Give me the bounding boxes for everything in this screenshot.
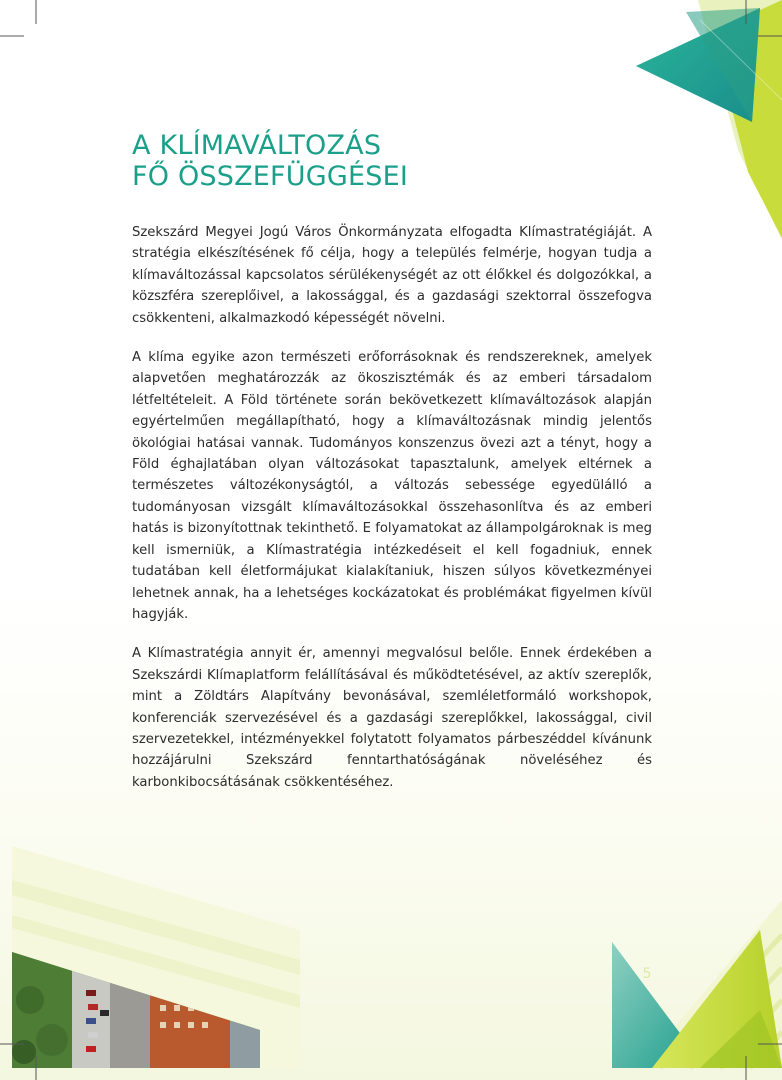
page-title bbox=[132, 130, 408, 192]
page-title-line-2: FŐ ÖSSZEFÜGGÉSEI bbox=[132, 161, 409, 192]
body-text bbox=[132, 222, 652, 811]
page-title-line-1: A KLÍMAVÁLTOZÁS bbox=[132, 130, 382, 161]
page-number: 5 bbox=[642, 966, 652, 982]
paragraph-2: A klíma egyike azon természeti erőforrásoknak és rendszereknek, amelyek alapvetően meghatározzák az ökoszisztémák és az emberi társadalom létfeltételeit. A Föld története során bekövetkezett klímaváltozások alapján egyértelműen megállapítható, hogy a klímaváltozásnak mindig jelentős ökológiai hatásai vannak. Tudományos konszenzus övezi azt a tényt, hogy a Föld éghajlatában olyan változásokat tapasztalunk, amelyek eltérnek a természetes változékonyságtól, a változás sebessége egyedülálló a tudományosan vizsgált klímaváltozásokkal összehasonlítva és az emberi hatás is bizonyítottnak tekinthető. E folyamatokat az állampolgároknak is meg kell ismerniük, a Klímastratégia intézkedéseit el kell fogadniuk, ennek tudatában kell életformájukat kialakítaniuk, hiszen súlyos következményei lehetnek annak, ha a lehetséges kockázatokat és problémákat figyelmen kívül hagyják. bbox=[132, 350, 652, 622]
bottom-left-decoration bbox=[12, 846, 300, 1075]
bottom-right-decoration bbox=[612, 900, 782, 1068]
paragraph-3: A Klímastratégia annyit ér, amennyi megvalósul belőle. Ennek érdekében a Szekszárdi Klímaplatform felállításával és működtetésével, az aktív szereplők, mint a Zöldtárs Alapítvány bevonásával, szemléletformáló workshopok, konferenciák szervezésével és a gazdasági szereplőkkel, lakossággal, civil szervezetekkel, intézményekkel folytatott folyamatos párbeszéddel kívánunk hozzájárulni Szekszárd fenntarthatóságának növeléséhez és karbonkibocsátásának csökkentéséhez. bbox=[132, 646, 652, 790]
paragraph-1: Szekszárd Megyei Jogú Város Önkormányzata elfogadta Klímastratégiáját. A stratégia elkészítésének fő célja, hogy a település felmérje, hogyan tudja a klímaváltozással kapcsolatos sérülékenységét az ott élőkkel és dolgozókkal, a közszféra szereplőivel, a lakossággal, és a gazdasági szektorral összefogva csökkenteni, alkalmazkodó képességét növelni. bbox=[132, 225, 652, 326]
